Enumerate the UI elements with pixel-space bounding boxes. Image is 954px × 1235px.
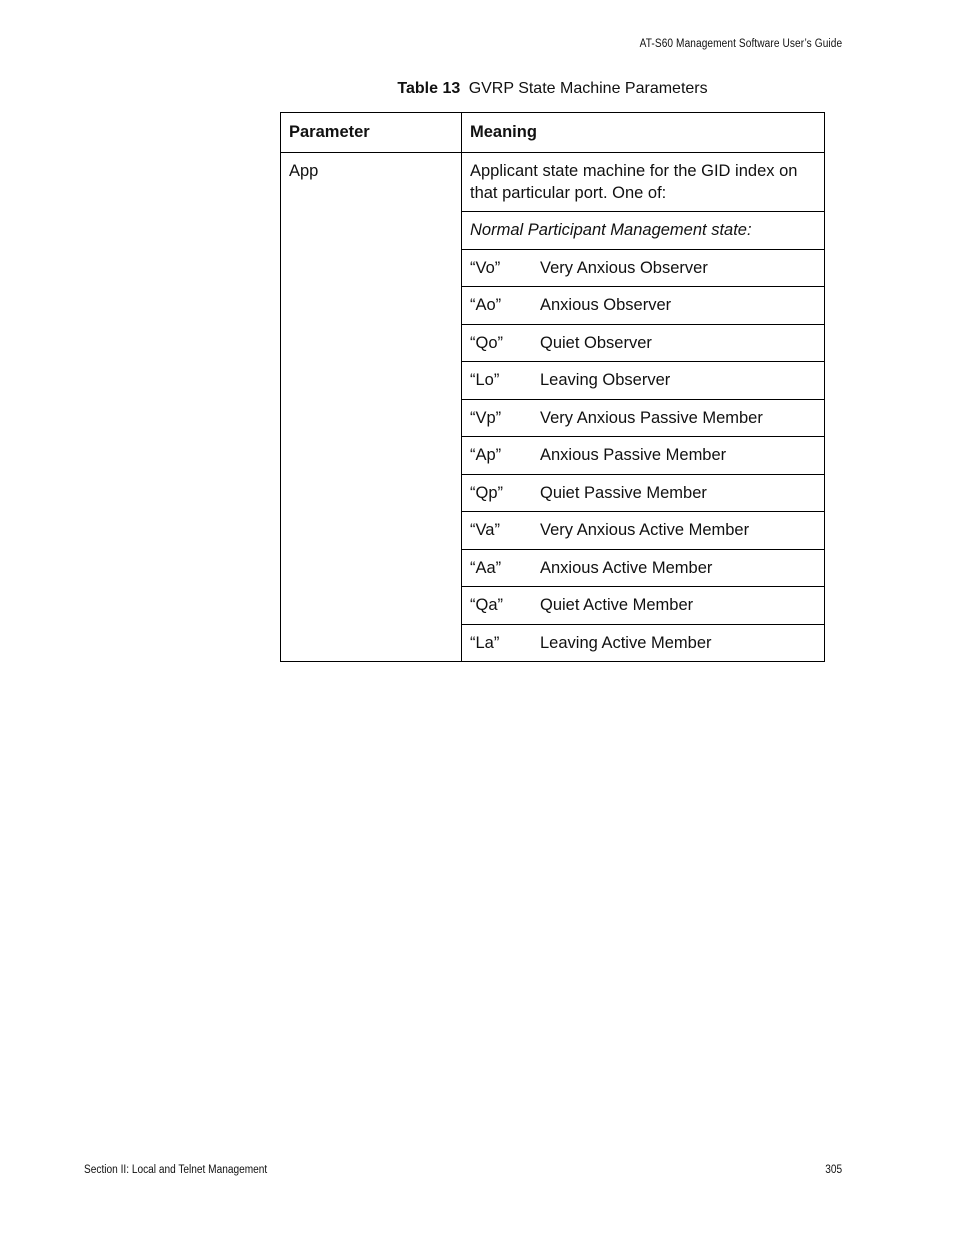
- footer-section: Section II: Local and Telnet Management: [84, 1164, 268, 1176]
- state-label: Quiet Observer: [540, 333, 652, 352]
- state-label: Very Anxious Active Member: [540, 521, 750, 539]
- state-code: “Aa”: [470, 558, 502, 577]
- state-cell: [462, 549, 825, 587]
- gvrp-state-table: [280, 112, 825, 662]
- state-code: “Qa”: [470, 596, 503, 614]
- table-row: [281, 153, 825, 212]
- table-header-row: [281, 113, 825, 153]
- state-cell: [462, 249, 825, 287]
- state-label: Very Anxious Observer: [540, 258, 708, 277]
- state-label: Leaving Active Member: [540, 633, 712, 652]
- table-caption: [280, 80, 825, 98]
- state-code: “Lo”: [470, 371, 500, 389]
- state-label: Quiet Passive Member: [540, 483, 707, 502]
- state-code: “Ap”: [470, 446, 502, 464]
- state-cell: [462, 512, 825, 550]
- state-label: Anxious Observer: [540, 296, 672, 314]
- state-cell: [462, 287, 825, 325]
- table-title: GVRP State Machine Parameters: [468, 80, 708, 97]
- state-code: “Ao”: [470, 296, 502, 314]
- parameter-cell: App: [281, 153, 462, 662]
- running-header: AT-S60 Management Software User’s Guide: [639, 38, 842, 50]
- state-cell: [462, 399, 825, 437]
- state-label: Anxious Active Member: [540, 558, 713, 577]
- meaning-subheading: Normal Participant Management state:: [462, 212, 825, 250]
- header-parameter: Parameter: [281, 113, 462, 153]
- header-meaning: Meaning: [462, 113, 825, 153]
- state-cell: [462, 324, 825, 362]
- state-label: Leaving Observer: [540, 371, 671, 389]
- state-label: Anxious Passive Member: [540, 446, 727, 464]
- state-code: “La”: [470, 633, 500, 652]
- state-cell: [462, 474, 825, 512]
- state-cell: [462, 362, 825, 400]
- table-number: Table 13: [397, 80, 461, 97]
- state-code: “Qo”: [470, 333, 503, 352]
- state-code: “Vp”: [470, 408, 502, 427]
- meaning-description: Applicant state machine for the GID index on that particular port. One of:: [462, 153, 825, 212]
- state-cell: [462, 437, 825, 475]
- state-code: “Va”: [470, 521, 500, 539]
- state-cell: [462, 587, 825, 625]
- state-code: “Qp”: [470, 483, 503, 502]
- state-label: Very Anxious Passive Member: [540, 408, 763, 427]
- state-code: “Vo”: [470, 258, 501, 277]
- state-label: Quiet Active Member: [540, 596, 694, 614]
- state-cell: [462, 624, 825, 662]
- page-number: 305: [825, 1164, 842, 1176]
